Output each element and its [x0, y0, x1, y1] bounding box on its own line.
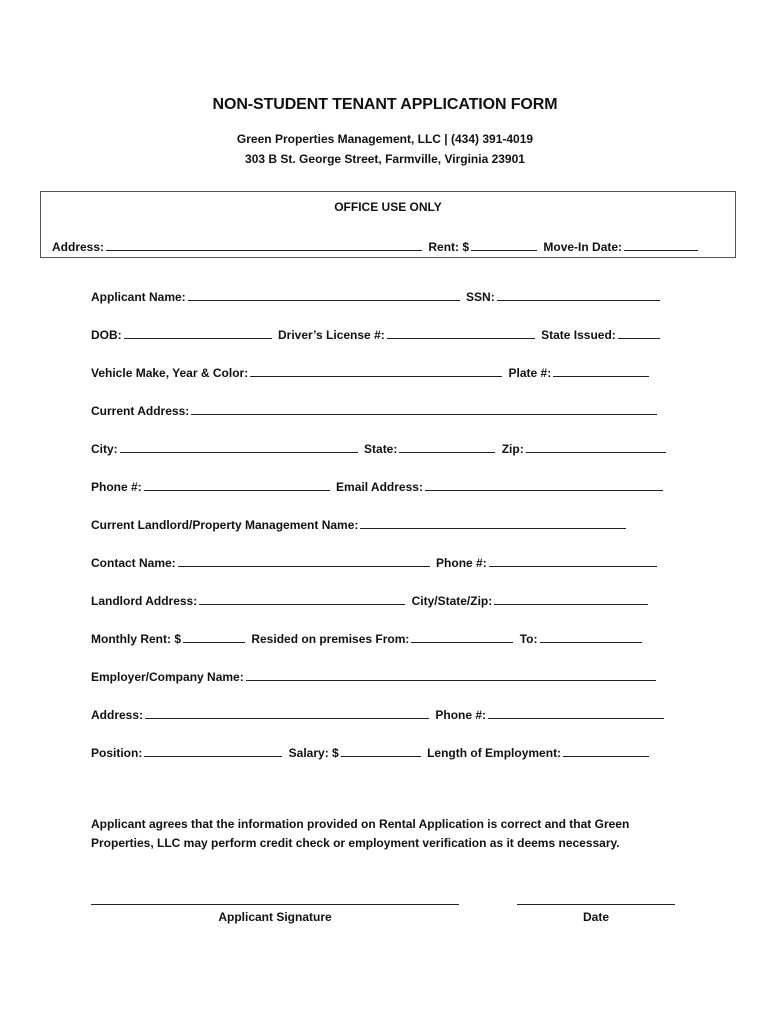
date-line[interactable]: [517, 904, 675, 905]
row-position: [91, 744, 652, 760]
plate-label: Plate #:: [508, 366, 552, 380]
contact-phone-label: Phone #:: [436, 556, 487, 570]
landlord-field[interactable]: [360, 516, 626, 529]
dob-field[interactable]: [124, 326, 272, 339]
office-use-box: [40, 191, 736, 258]
city-field[interactable]: [120, 440, 358, 453]
applicant-name-label: Applicant Name:: [91, 290, 186, 304]
current-address-label: Current Address:: [91, 404, 190, 418]
employer-address-field[interactable]: [145, 706, 429, 719]
applicant-signature-label: Applicant Signature: [218, 910, 332, 924]
salary-field[interactable]: [341, 744, 421, 757]
office-use-title: OFFICE USE ONLY: [334, 200, 442, 214]
row-employer: [91, 668, 659, 684]
row-landlord-address: [91, 592, 651, 608]
city-state-zip-field[interactable]: [494, 592, 648, 605]
ssn-field[interactable]: [497, 288, 660, 301]
office-use-row: [52, 238, 722, 254]
plate-field[interactable]: [553, 364, 649, 377]
row-vehicle: [91, 364, 652, 380]
row-phone: [91, 478, 666, 494]
contact-name-label: Contact Name:: [91, 556, 176, 570]
office-move-in-label: Move-In Date:: [543, 240, 623, 254]
office-move-in-field[interactable]: [624, 238, 698, 251]
form-title: NON-STUDENT TENANT APPLICATION FORM: [212, 96, 558, 113]
current-address-field[interactable]: [191, 402, 657, 415]
length-employment-label: Length of Employment:: [427, 746, 562, 760]
vehicle-field[interactable]: [250, 364, 502, 377]
row-employer-address: [91, 706, 667, 722]
company-line: Green Properties Management, LLC | (434) 391-4019: [236, 132, 534, 146]
resided-to-field[interactable]: [540, 630, 642, 643]
row-city: [91, 440, 669, 456]
office-rent-field[interactable]: [471, 238, 537, 251]
zip-field[interactable]: [526, 440, 666, 453]
phone-label: Phone #:: [91, 480, 142, 494]
landlord-label: Current Landlord/Property Management Name:: [91, 518, 359, 532]
row-dob: [91, 326, 663, 342]
state-issued-label: State Issued:: [541, 328, 616, 342]
resided-to-label: To:: [519, 632, 538, 646]
row-current-address: [91, 402, 660, 418]
office-address-label: Address:: [52, 240, 105, 254]
city-label: City:: [91, 442, 118, 456]
email-field[interactable]: [425, 478, 663, 491]
row-contact: [91, 554, 660, 570]
resided-from-field[interactable]: [411, 630, 513, 643]
row-monthly-rent: [91, 630, 645, 646]
length-employment-field[interactable]: [563, 744, 649, 757]
zip-label: Zip:: [501, 442, 524, 456]
state-issued-field[interactable]: [618, 326, 660, 339]
state-field[interactable]: [399, 440, 495, 453]
contact-name-field[interactable]: [178, 554, 430, 567]
office-address-field[interactable]: [106, 238, 422, 251]
company-address: 303 B St. George Street, Farmville, Virginia 23901: [245, 152, 525, 166]
phone-field[interactable]: [144, 478, 330, 491]
monthly-rent-label: Monthly Rent: $: [91, 632, 181, 646]
employer-label: Employer/Company Name:: [91, 670, 244, 684]
state-label: State:: [364, 442, 398, 456]
applicant-name-field[interactable]: [188, 288, 460, 301]
resided-from-label: Resided on premises From:: [251, 632, 410, 646]
office-rent-label: Rent: $: [428, 240, 470, 254]
drivers-license-label: Driver’s License #:: [278, 328, 385, 342]
monthly-rent-field[interactable]: [183, 630, 245, 643]
employer-phone-field[interactable]: [488, 706, 664, 719]
employer-field[interactable]: [246, 668, 656, 681]
contact-phone-field[interactable]: [489, 554, 657, 567]
applicant-agreement-statement: Applicant agrees that the information provided on Rental Application is correct and that Green Properties, LLC may perform credit check or employment verification as it deems necessary.: [91, 817, 630, 850]
ssn-label: SSN:: [466, 290, 495, 304]
drivers-license-field[interactable]: [387, 326, 535, 339]
email-label: Email Address:: [336, 480, 423, 494]
employer-address-label: Address:: [91, 708, 144, 722]
row-landlord: [91, 516, 629, 532]
row-applicant: [91, 288, 663, 304]
applicant-signature-line[interactable]: [91, 904, 459, 905]
date-label: Date: [582, 910, 609, 924]
position-field[interactable]: [144, 744, 282, 757]
city-state-zip-label: City/State/Zip:: [411, 594, 493, 608]
landlord-address-label: Landlord Address:: [91, 594, 198, 608]
employer-phone-label: Phone #:: [435, 708, 487, 722]
salary-label: Salary: $: [288, 746, 339, 760]
vehicle-label: Vehicle Make, Year & Color:: [91, 366, 249, 380]
position-label: Position:: [91, 746, 143, 760]
landlord-address-field[interactable]: [199, 592, 405, 605]
dob-label: DOB:: [91, 328, 122, 342]
